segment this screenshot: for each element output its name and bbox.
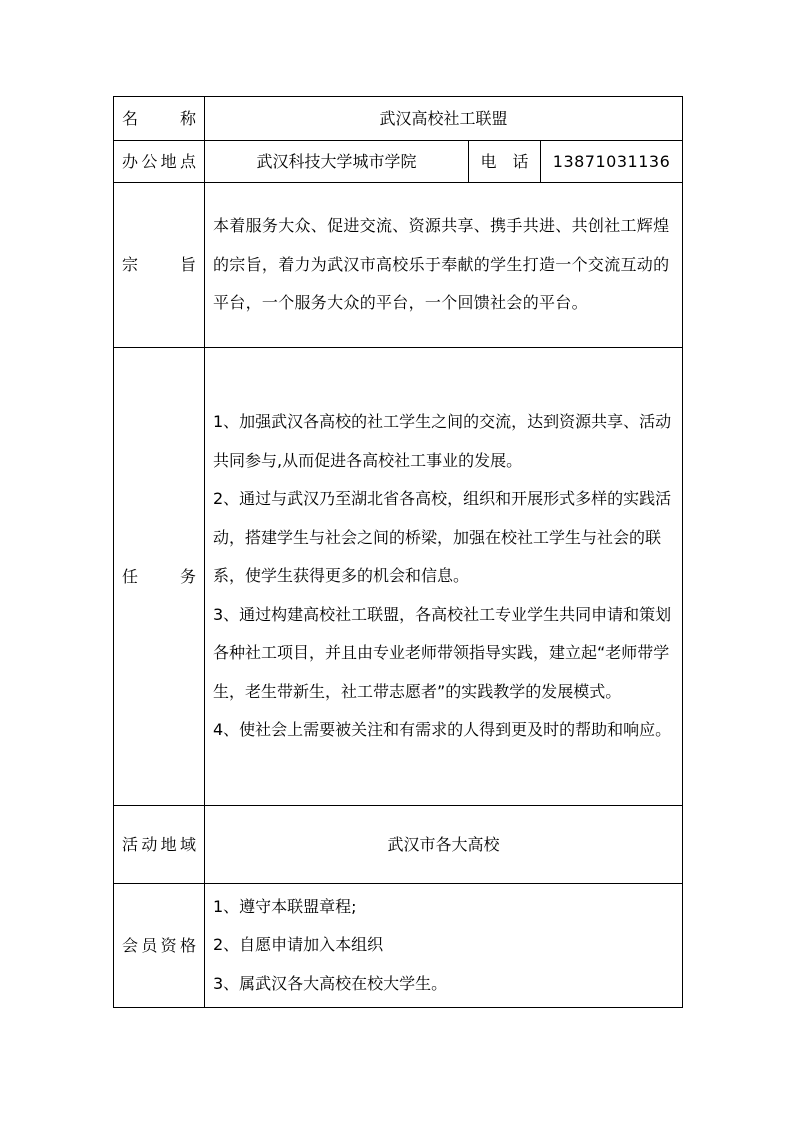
membership-item: 3、属武汉各大高校在校大学生。	[213, 973, 448, 993]
membership-list	[205, 884, 683, 1008]
tasks-label: 任 务	[114, 348, 205, 806]
name-label: 名 称	[114, 97, 205, 141]
task-item: 3、通过构建高校社工联盟，各高校社工专业学生共同申请和策划各种社工项目，并且由专业老师带领指导实践，建立起“老师带学生，老生带新生，社工带志愿者”的实践教学的发展模式。	[213, 604, 672, 701]
purpose-text	[205, 183, 683, 348]
region-label: 活动地域	[114, 806, 205, 884]
purpose-paragraph: 本着服务大众、促进交流、资源共享、携手共进、共创社工辉煌的宗旨，着力为武汉市高校乐于奉献的学生打造一个交流互动的平台，一个服务大众的平台，一个回馈社会的平台。	[213, 216, 670, 313]
region-value: 武汉市各大高校	[205, 806, 683, 884]
row-membership	[114, 884, 683, 1008]
row-purpose	[114, 183, 683, 348]
row-tasks	[114, 348, 683, 806]
name-value: 武汉高校社工联盟	[205, 97, 683, 141]
membership-item: 1、遵守本联盟章程;	[213, 896, 357, 916]
task-item: 1、加强武汉各高校的社工学生之间的交流，达到资源共享、活动共同参与,从而促进各高校社工事业的发展。	[213, 412, 672, 470]
row-office	[114, 141, 683, 183]
tasks-list	[205, 348, 683, 806]
row-region	[114, 806, 683, 884]
info-table	[113, 96, 683, 1008]
office-value: 武汉科技大学城市学院	[205, 141, 469, 183]
membership-item: 2、自愿申请加入本组织	[213, 935, 384, 955]
purpose-label: 宗 旨	[114, 183, 205, 348]
office-label: 办公地点	[114, 141, 205, 183]
membership-label: 会员资格	[114, 884, 205, 1008]
row-name	[114, 97, 683, 141]
phone-label: 电 话	[469, 141, 541, 183]
task-item: 2、通过与武汉乃至湖北省各高校，组织和开展形式多样的实践活动，搭建学生与社会之间的桥梁，加强在校社工学生与社会的联系，使学生获得更多的机会和信息。	[213, 489, 672, 586]
task-item: 4、使社会上需要被关注和有需求的人得到更及时的帮助和响应。	[213, 720, 672, 740]
phone-value: 13871031136	[541, 141, 683, 183]
